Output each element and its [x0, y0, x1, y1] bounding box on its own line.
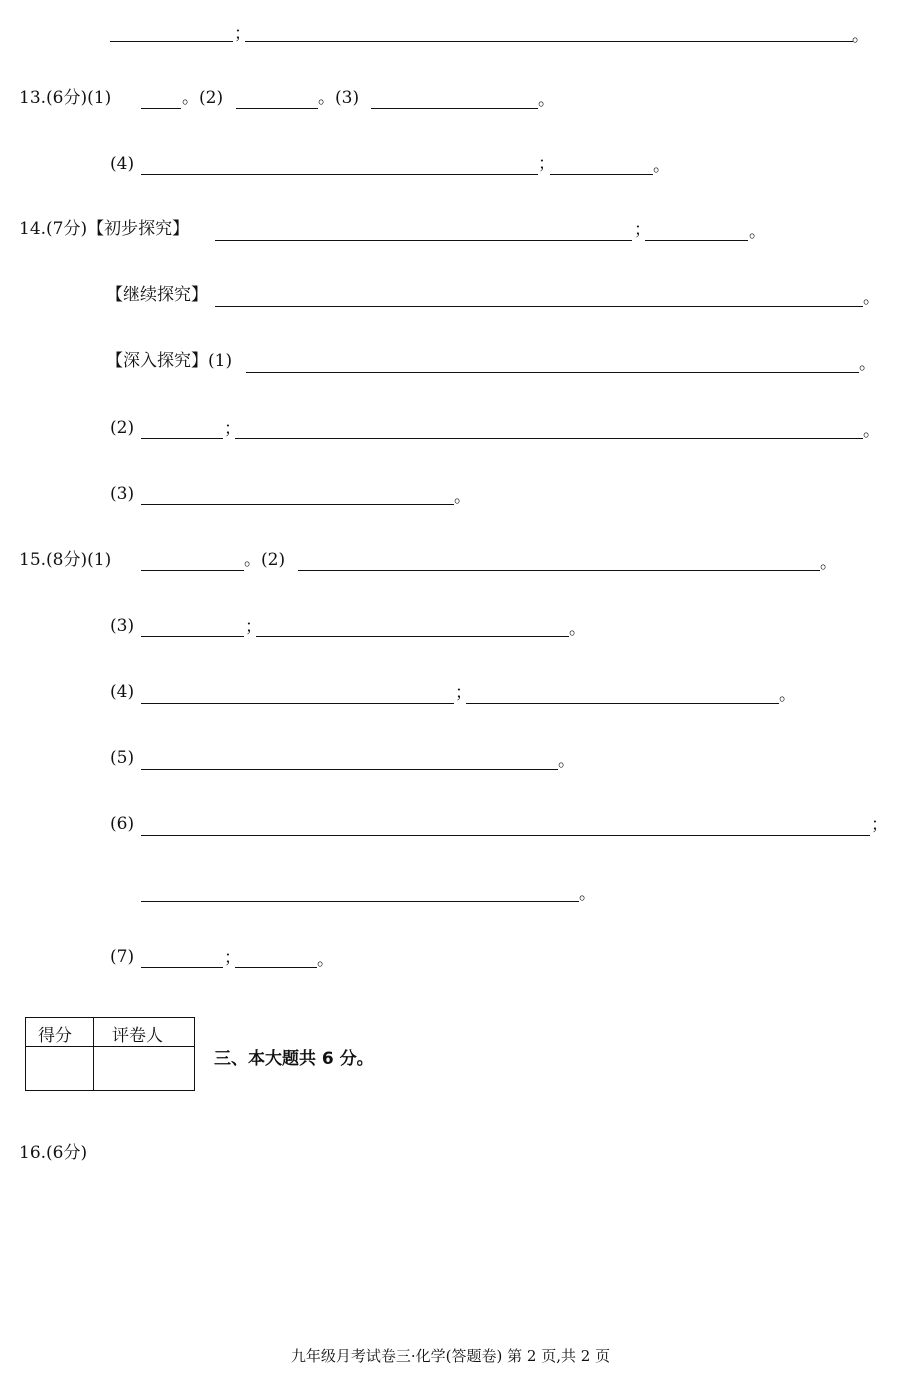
answer-blank[interactable] [466, 703, 779, 704]
answer-blank[interactable] [235, 967, 317, 968]
period: 。 [538, 90, 555, 110]
answer-blank[interactable] [141, 769, 558, 770]
q13-part2-label: 。(2) [182, 88, 224, 108]
period: 。 [863, 421, 880, 441]
period: 。 [558, 751, 575, 771]
period: 。 [653, 156, 670, 176]
q15-part7-label: (7) [110, 947, 135, 967]
semicolon: ； [245, 617, 262, 637]
section-title: 三、本大题共 6 分。 [214, 1049, 374, 1069]
period: 。 [779, 685, 796, 705]
period: 。 [859, 354, 876, 374]
answer-blank[interactable] [236, 108, 318, 109]
period: 。 [317, 950, 334, 970]
score-table [25, 1017, 195, 1091]
answer-blank[interactable] [141, 967, 223, 968]
q15-part4-label: (4) [110, 682, 135, 702]
answer-blank[interactable] [371, 108, 538, 109]
answer-blank[interactable] [645, 240, 748, 241]
semicolon: ； [871, 815, 888, 835]
score-header: 得分 [38, 1026, 72, 1046]
period: 。 [749, 222, 766, 242]
q14-continue-label: 【继续探究】 [106, 285, 208, 305]
answer-blank[interactable] [215, 306, 863, 307]
semicolon: ； [224, 948, 241, 968]
answer-blank[interactable] [141, 703, 454, 704]
period: 。 [569, 619, 586, 639]
semicolon: ； [234, 24, 251, 44]
q15-part5-label: (5) [110, 748, 135, 768]
period: 。 [863, 288, 880, 308]
answer-blank[interactable] [215, 240, 632, 241]
q15-part2-label: 。(2) [244, 550, 286, 570]
q16-heading: 16.(6分) [19, 1143, 88, 1163]
q14-heading: 14.(7分)【初步探究】 [19, 219, 190, 239]
semicolon: ； [538, 154, 555, 174]
answer-blank[interactable] [141, 570, 244, 571]
answer-blank[interactable] [246, 372, 859, 373]
answer-blank[interactable] [256, 636, 569, 637]
semicolon: ； [224, 419, 241, 439]
answer-blank[interactable] [141, 174, 538, 175]
answer-blank[interactable] [235, 438, 863, 439]
page-footer: 九年级月考试卷三·化学(答题卷) 第 2 页,共 2 页 [290, 1347, 611, 1365]
answer-blank[interactable] [141, 108, 181, 109]
answer-blank[interactable] [141, 504, 454, 505]
q13-heading: 13.(6分)(1) [19, 88, 112, 108]
q14-deep-label: 【深入探究】(1) [106, 351, 233, 371]
q16-answer-area[interactable] [19, 1170, 879, 1330]
grader-header: 评卷人 [112, 1026, 163, 1046]
semicolon: ； [634, 220, 651, 240]
answer-blank[interactable] [550, 174, 653, 175]
q15-part6-label: (6) [110, 814, 135, 834]
period: 。 [454, 487, 471, 507]
answer-blank[interactable] [110, 41, 233, 42]
answer-blank[interactable] [141, 835, 870, 836]
answer-blank[interactable] [141, 438, 223, 439]
q13-part3-label: 。(3) [318, 88, 360, 108]
q15-part3-label: (3) [110, 616, 135, 636]
answer-blank[interactable] [141, 636, 244, 637]
q15-heading: 15.(8分)(1) [19, 550, 112, 570]
period: 。 [579, 884, 596, 904]
semicolon: ； [455, 683, 472, 703]
grader-cell[interactable] [94, 1047, 193, 1090]
answer-blank[interactable] [141, 901, 579, 902]
q14-part2-label: (2) [110, 418, 135, 438]
answer-blank[interactable] [298, 570, 820, 571]
q14-part3-label: (3) [110, 484, 135, 504]
q13-part4-label: (4) [110, 154, 135, 174]
answer-blank[interactable] [245, 41, 853, 42]
score-cell[interactable] [26, 1047, 92, 1090]
period: 。 [852, 26, 869, 46]
period: 。 [820, 553, 837, 573]
